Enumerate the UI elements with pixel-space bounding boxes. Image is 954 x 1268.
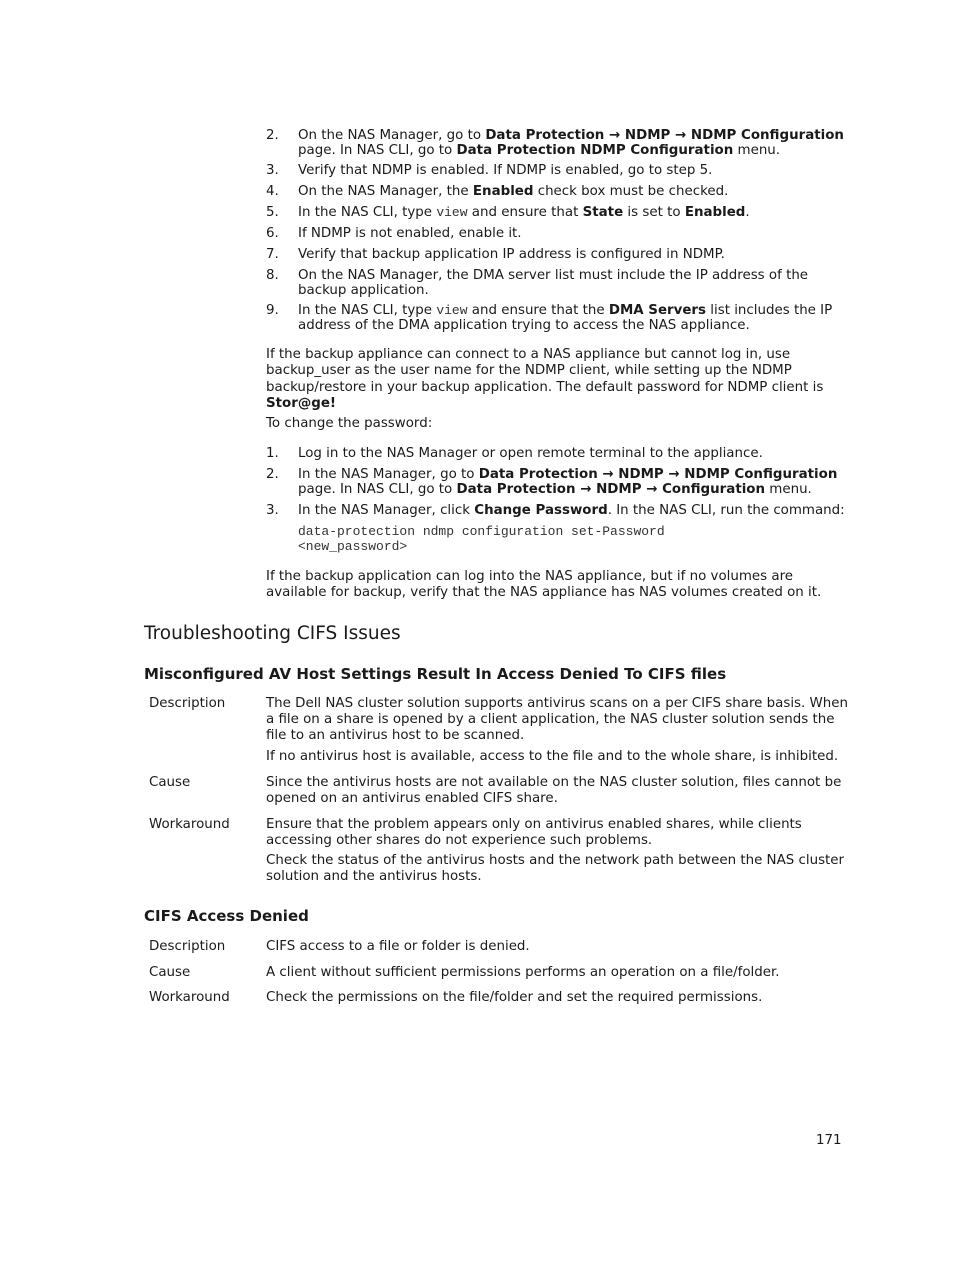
step-text: On the NAS Manager, go to Data Protection → NDMP → NDMP Configuration xyxy=(298,128,844,143)
row-text: Ensure that the problem appears only on antivirus enabled shares, while clients xyxy=(266,817,802,832)
step-text: Log in to the NAS Manager or open remote terminal to the appliance. xyxy=(298,446,763,461)
issue-title: Misconfigured AV Host Settings Result In Access Denied To CIFS files xyxy=(144,665,727,683)
row-text: A client without sufficient permissions performs an operation on a file/folder. xyxy=(266,965,780,980)
row-text: accessing other shares do not experience such problems. xyxy=(266,833,653,848)
row-text: opened on an antivirus enabled CIFS share. xyxy=(266,791,558,806)
paragraph-line: backup_user as the user name for the NDMP client, while setting up the NDMP xyxy=(266,363,792,378)
row-label: Cause xyxy=(149,775,191,790)
step-number: 2. xyxy=(266,467,279,482)
step-number: 2. xyxy=(266,128,279,143)
row-text: Since the antivirus hosts are not available on the NAS cluster solution, files cannot be xyxy=(266,775,842,790)
page-number: 171 xyxy=(816,1133,842,1148)
row-text: Check the permissions on the file/folder and set the required permissions. xyxy=(266,990,763,1005)
step-number: 3. xyxy=(266,163,279,178)
issue-title: CIFS Access Denied xyxy=(144,907,309,925)
row-text: a file on a share is opened by a client application, the NAS cluster solution sends the xyxy=(266,712,835,727)
step-text: Verify that backup application IP address is configured in NDMP. xyxy=(298,247,725,262)
step-text: Verify that NDMP is enabled. If NDMP is enabled, go to step 5. xyxy=(298,163,713,178)
paragraph-line: To change the password: xyxy=(266,416,433,431)
paragraph-line: available for backup, verify that the NAS appliance has NAS volumes created on it. xyxy=(266,585,822,600)
step-text: In the NAS Manager, click Change Password. In the NAS CLI, run the command: xyxy=(298,503,845,518)
step-number: 1. xyxy=(266,446,279,461)
step-number: 4. xyxy=(266,184,279,199)
row-label: Workaround xyxy=(149,817,230,832)
row-label: Workaround xyxy=(149,990,230,1005)
step-text: page. In NAS CLI, go to Data Protection NDMP Configuration menu. xyxy=(298,143,781,158)
step-text: On the NAS Manager, the Enabled check box must be checked. xyxy=(298,184,729,199)
paragraph-line: Stor@ge! xyxy=(266,396,337,411)
step-number: 5. xyxy=(266,205,279,220)
step-text: In the NAS CLI, type view and ensure that the DMA Servers list includes the IP xyxy=(298,303,833,318)
step-number: 8. xyxy=(266,268,279,283)
row-text: Check the status of the antivirus hosts and the network path between the NAS cluster xyxy=(266,853,845,868)
command-line: data-protection ndmp configuration set-Password xyxy=(298,524,665,539)
step-text: backup application. xyxy=(298,283,429,298)
row-text: solution and the antivirus hosts. xyxy=(266,869,482,884)
step-number: 6. xyxy=(266,226,279,241)
row-text: file to an antivirus host to be scanned. xyxy=(266,728,525,743)
step-text: address of the DMA application trying to access the NAS appliance. xyxy=(298,318,750,333)
step-text: In the NAS CLI, type view and ensure that State is set to Enabled. xyxy=(298,205,750,220)
section-title: Troubleshooting CIFS Issues xyxy=(144,623,401,644)
row-text: The Dell NAS cluster solution supports antivirus scans on a per CIFS share basis. When xyxy=(266,696,849,711)
row-text: If no antivirus host is available, access to the file and to the whole share, is inhibited. xyxy=(266,749,839,764)
row-label: Cause xyxy=(149,965,191,980)
command-line: <new_password> xyxy=(298,539,408,554)
row-label: Description xyxy=(149,696,226,711)
step-number: 9. xyxy=(266,303,279,318)
paragraph-line: backup/restore in your backup application. The default password for NDMP client is xyxy=(266,380,824,395)
step-text: If NDMP is not enabled, enable it. xyxy=(298,226,522,241)
step-number: 3. xyxy=(266,503,279,518)
paragraph-line: If the backup application can log into the NAS appliance, but if no volumes are xyxy=(266,569,794,584)
step-text: On the NAS Manager, the DMA server list must include the IP address of the xyxy=(298,268,809,283)
step-text: In the NAS Manager, go to Data Protection → NDMP → NDMP Configuration xyxy=(298,467,838,482)
paragraph-line: If the backup appliance can connect to a NAS appliance but cannot log in, use xyxy=(266,347,791,362)
step-number: 7. xyxy=(266,247,279,262)
row-label: Description xyxy=(149,939,226,954)
row-text: CIFS access to a file or folder is denied. xyxy=(266,939,530,954)
step-text: page. In NAS CLI, go to Data Protection → NDMP → Configuration menu. xyxy=(298,482,812,497)
